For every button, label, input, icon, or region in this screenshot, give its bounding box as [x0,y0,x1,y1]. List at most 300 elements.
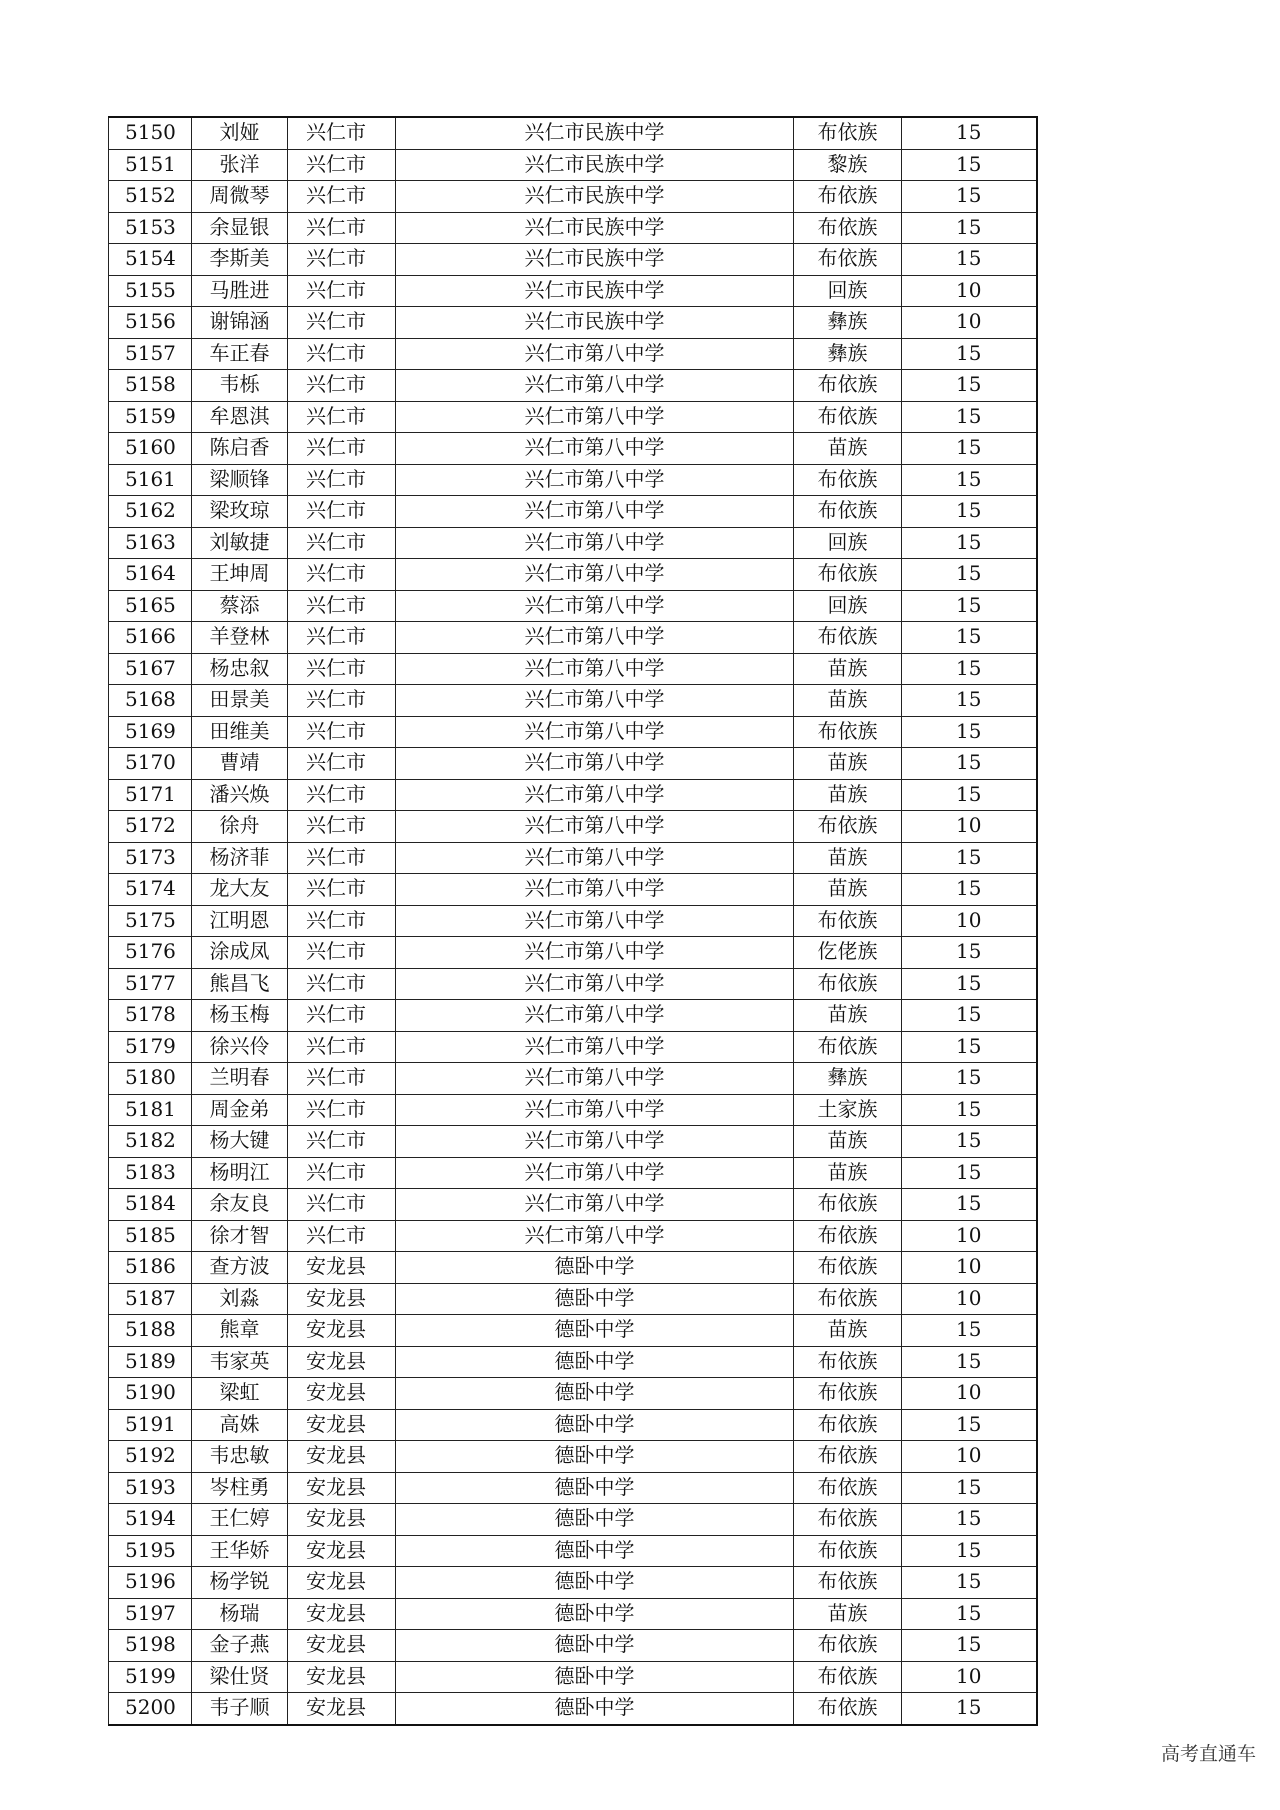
cell-ethnicity: 布依族 [794,244,902,276]
cell-name: 岑柱勇 [192,1472,288,1504]
cell-number: 5153 [109,212,192,244]
cell-ethnicity: 回族 [794,527,902,559]
cell-number: 5164 [109,559,192,591]
table-row [109,464,1037,496]
cell-school: 德卧中学 [396,1598,794,1630]
table-row [109,338,1037,370]
table-row [109,1504,1037,1536]
cell-number: 5187 [109,1283,192,1315]
cell-score: 15 [902,1094,1037,1126]
cell-number: 5179 [109,1031,192,1063]
cell-name: 田维美 [192,716,288,748]
cell-ethnicity: 仡佬族 [794,937,902,969]
cell-score: 10 [902,811,1037,843]
cell-ethnicity: 布依族 [794,811,902,843]
cell-score: 15 [902,716,1037,748]
cell-school: 兴仁市第八中学 [396,1126,794,1158]
cell-name: 余友良 [192,1189,288,1221]
cell-county: 兴仁市 [288,275,396,307]
table-row [109,244,1037,276]
cell-name: 杨瑞 [192,1598,288,1630]
cell-number: 5160 [109,433,192,465]
cell-number: 5175 [109,905,192,937]
cell-county: 兴仁市 [288,968,396,1000]
table-row [109,622,1037,654]
cell-score: 10 [902,1378,1037,1410]
cell-county: 兴仁市 [288,496,396,528]
cell-county: 兴仁市 [288,559,396,591]
cell-school: 德卧中学 [396,1661,794,1693]
cell-number: 5188 [109,1315,192,1347]
cell-school: 兴仁市第八中学 [396,527,794,559]
cell-ethnicity: 苗族 [794,779,902,811]
cell-score: 10 [902,1661,1037,1693]
cell-school: 兴仁市第八中学 [396,968,794,1000]
cell-number: 5176 [109,937,192,969]
cell-score: 15 [902,1693,1037,1725]
cell-ethnicity: 布依族 [794,370,902,402]
cell-ethnicity: 苗族 [794,685,902,717]
cell-ethnicity: 布依族 [794,1630,902,1662]
cell-name: 徐兴伶 [192,1031,288,1063]
cell-ethnicity: 布依族 [794,1472,902,1504]
cell-school: 德卧中学 [396,1315,794,1347]
table-row [109,1189,1037,1221]
cell-school: 兴仁市第八中学 [396,370,794,402]
cell-number: 5150 [109,117,192,149]
cell-ethnicity: 土家族 [794,1094,902,1126]
cell-name: 周金弟 [192,1094,288,1126]
cell-ethnicity: 苗族 [794,1315,902,1347]
cell-county: 安龙县 [288,1535,396,1567]
cell-number: 5162 [109,496,192,528]
cell-ethnicity: 苗族 [794,1000,902,1032]
cell-county: 安龙县 [288,1661,396,1693]
table-row [109,117,1037,149]
cell-ethnicity: 布依族 [794,1252,902,1284]
cell-school: 德卧中学 [396,1346,794,1378]
cell-ethnicity: 苗族 [794,433,902,465]
cell-name: 杨济菲 [192,842,288,874]
cell-name: 兰明春 [192,1063,288,1095]
watermark-text: 高考直通车 [1160,1743,1256,1765]
cell-number: 5157 [109,338,192,370]
cell-name: 余显银 [192,212,288,244]
cell-score: 15 [902,653,1037,685]
cell-school: 德卧中学 [396,1252,794,1284]
cell-number: 5152 [109,181,192,213]
cell-name: 曹靖 [192,748,288,780]
cell-name: 刘敏捷 [192,527,288,559]
table-row [109,1472,1037,1504]
cell-number: 5185 [109,1220,192,1252]
cell-name: 刘娅 [192,117,288,149]
cell-ethnicity: 布依族 [794,1567,902,1599]
cell-score: 15 [902,685,1037,717]
cell-score: 15 [902,1126,1037,1158]
cell-score: 15 [902,622,1037,654]
cell-score: 15 [902,1535,1037,1567]
cell-school: 德卧中学 [396,1567,794,1599]
cell-name: 韦家英 [192,1346,288,1378]
cell-name: 徐才智 [192,1220,288,1252]
cell-school: 兴仁市民族中学 [396,307,794,339]
cell-county: 安龙县 [288,1409,396,1441]
cell-county: 兴仁市 [288,716,396,748]
cell-county: 安龙县 [288,1346,396,1378]
cell-ethnicity: 苗族 [794,653,902,685]
cell-school: 兴仁市民族中学 [396,117,794,149]
cell-ethnicity: 回族 [794,590,902,622]
cell-name: 韦忠敏 [192,1441,288,1473]
cell-school: 兴仁市民族中学 [396,149,794,181]
cell-number: 5163 [109,527,192,559]
cell-school: 德卧中学 [396,1693,794,1725]
cell-number: 5198 [109,1630,192,1662]
table-row [109,401,1037,433]
cell-ethnicity: 彝族 [794,307,902,339]
table-row [109,811,1037,843]
cell-school: 兴仁市第八中学 [396,842,794,874]
cell-score: 15 [902,1063,1037,1095]
cell-school: 德卧中学 [396,1504,794,1536]
cell-county: 兴仁市 [288,244,396,276]
table-row [109,1535,1037,1567]
cell-number: 5186 [109,1252,192,1284]
table-row [109,1031,1037,1063]
cell-score: 15 [902,401,1037,433]
table-row [109,1315,1037,1347]
cell-name: 刘淼 [192,1283,288,1315]
cell-ethnicity: 布依族 [794,559,902,591]
table-row [109,968,1037,1000]
cell-county: 兴仁市 [288,212,396,244]
cell-ethnicity: 布依族 [794,401,902,433]
cell-county: 兴仁市 [288,842,396,874]
student-table [108,116,1038,1726]
cell-number: 5166 [109,622,192,654]
cell-school: 兴仁市民族中学 [396,275,794,307]
cell-name: 蔡添 [192,590,288,622]
cell-county: 兴仁市 [288,1063,396,1095]
cell-school: 德卧中学 [396,1409,794,1441]
cell-score: 15 [902,370,1037,402]
cell-ethnicity: 布依族 [794,1693,902,1725]
cell-number: 5183 [109,1157,192,1189]
cell-school: 德卧中学 [396,1630,794,1662]
cell-county: 安龙县 [288,1378,396,1410]
cell-county: 兴仁市 [288,370,396,402]
cell-county: 安龙县 [288,1252,396,1284]
cell-score: 15 [902,338,1037,370]
table-row [109,559,1037,591]
cell-ethnicity: 布依族 [794,1189,902,1221]
table-row [109,1283,1037,1315]
cell-ethnicity: 彝族 [794,338,902,370]
cell-score: 15 [902,590,1037,622]
cell-ethnicity: 布依族 [794,496,902,528]
cell-name: 周微琴 [192,181,288,213]
cell-school: 兴仁市第八中学 [396,1220,794,1252]
cell-county: 兴仁市 [288,464,396,496]
cell-school: 兴仁市第八中学 [396,1000,794,1032]
cell-number: 5151 [109,149,192,181]
cell-score: 15 [902,748,1037,780]
cell-name: 马胜进 [192,275,288,307]
cell-score: 15 [902,1000,1037,1032]
table-row [109,842,1037,874]
cell-county: 兴仁市 [288,1000,396,1032]
cell-name: 谢锦涵 [192,307,288,339]
cell-county: 兴仁市 [288,622,396,654]
cell-score: 15 [902,1598,1037,1630]
cell-score: 10 [902,1252,1037,1284]
cell-name: 李斯美 [192,244,288,276]
cell-county: 兴仁市 [288,1094,396,1126]
table-row [109,937,1037,969]
cell-county: 兴仁市 [288,1157,396,1189]
cell-ethnicity: 回族 [794,275,902,307]
cell-county: 兴仁市 [288,117,396,149]
cell-ethnicity: 布依族 [794,1378,902,1410]
cell-county: 兴仁市 [288,653,396,685]
cell-number: 5155 [109,275,192,307]
table-row [109,1346,1037,1378]
table-row [109,748,1037,780]
cell-school: 兴仁市第八中学 [396,874,794,906]
cell-name: 田景美 [192,685,288,717]
cell-number: 5182 [109,1126,192,1158]
cell-number: 5177 [109,968,192,1000]
cell-ethnicity: 布依族 [794,716,902,748]
cell-score: 15 [902,1189,1037,1221]
table-row [109,307,1037,339]
cell-number: 5196 [109,1567,192,1599]
cell-ethnicity: 苗族 [794,842,902,874]
table-row [109,212,1037,244]
table-row [109,149,1037,181]
cell-name: 韦子顺 [192,1693,288,1725]
cell-name: 杨忠叙 [192,653,288,685]
cell-county: 兴仁市 [288,590,396,622]
cell-name: 金子燕 [192,1630,288,1662]
cell-ethnicity: 布依族 [794,117,902,149]
cell-school: 兴仁市民族中学 [396,212,794,244]
table-row [109,1693,1037,1725]
table-row [109,1409,1037,1441]
cell-county: 兴仁市 [288,874,396,906]
cell-number: 5156 [109,307,192,339]
cell-score: 15 [902,1472,1037,1504]
cell-name: 徐舟 [192,811,288,843]
cell-score: 15 [902,874,1037,906]
cell-ethnicity: 黎族 [794,149,902,181]
cell-number: 5192 [109,1441,192,1473]
cell-school: 兴仁市第八中学 [396,1031,794,1063]
cell-school: 兴仁市第八中学 [396,338,794,370]
cell-county: 兴仁市 [288,433,396,465]
cell-score: 15 [902,1315,1037,1347]
cell-school: 兴仁市第八中学 [396,905,794,937]
cell-county: 兴仁市 [288,937,396,969]
cell-name: 龙大友 [192,874,288,906]
table-row [109,275,1037,307]
table-row [109,590,1037,622]
cell-name: 杨明江 [192,1157,288,1189]
cell-ethnicity: 苗族 [794,748,902,780]
cell-school: 兴仁市第八中学 [396,685,794,717]
cell-name: 王华娇 [192,1535,288,1567]
cell-name: 车正春 [192,338,288,370]
cell-county: 兴仁市 [288,685,396,717]
cell-number: 5193 [109,1472,192,1504]
table-row [109,874,1037,906]
cell-school: 兴仁市第八中学 [396,464,794,496]
cell-county: 安龙县 [288,1315,396,1347]
cell-score: 15 [902,559,1037,591]
cell-name: 张洋 [192,149,288,181]
cell-school: 兴仁市第八中学 [396,1189,794,1221]
table-row [109,685,1037,717]
table-row [109,1063,1037,1095]
cell-county: 安龙县 [288,1693,396,1725]
cell-score: 15 [902,842,1037,874]
cell-school: 兴仁市第八中学 [396,779,794,811]
cell-number: 5174 [109,874,192,906]
cell-county: 兴仁市 [288,811,396,843]
cell-name: 杨学锐 [192,1567,288,1599]
cell-number: 5172 [109,811,192,843]
cell-score: 15 [902,937,1037,969]
table-row [109,1441,1037,1473]
cell-ethnicity: 布依族 [794,905,902,937]
table-row [109,1630,1037,1662]
table-row [109,527,1037,559]
cell-ethnicity: 布依族 [794,464,902,496]
cell-name: 陈启香 [192,433,288,465]
table-row [109,1000,1037,1032]
cell-ethnicity: 苗族 [794,1157,902,1189]
cell-name: 潘兴焕 [192,779,288,811]
cell-name: 熊章 [192,1315,288,1347]
cell-score: 15 [902,244,1037,276]
cell-number: 5168 [109,685,192,717]
cell-name: 高姝 [192,1409,288,1441]
cell-county: 兴仁市 [288,149,396,181]
cell-score: 15 [902,1409,1037,1441]
cell-county: 安龙县 [288,1504,396,1536]
cell-school: 德卧中学 [396,1378,794,1410]
cell-score: 15 [902,1157,1037,1189]
table-row [109,1157,1037,1189]
cell-number: 5200 [109,1693,192,1725]
cell-ethnicity: 布依族 [794,212,902,244]
cell-number: 5154 [109,244,192,276]
cell-score: 15 [902,181,1037,213]
cell-county: 兴仁市 [288,401,396,433]
cell-score: 15 [902,1031,1037,1063]
cell-ethnicity: 布依族 [794,1504,902,1536]
cell-number: 5171 [109,779,192,811]
cell-county: 安龙县 [288,1472,396,1504]
cell-name: 杨大键 [192,1126,288,1158]
table-row [109,1661,1037,1693]
cell-ethnicity: 布依族 [794,622,902,654]
cell-number: 5170 [109,748,192,780]
cell-school: 兴仁市第八中学 [396,590,794,622]
cell-name: 查方波 [192,1252,288,1284]
cell-ethnicity: 苗族 [794,874,902,906]
cell-county: 兴仁市 [288,527,396,559]
cell-number: 5189 [109,1346,192,1378]
table-row [109,1378,1037,1410]
cell-name: 牟恩淇 [192,401,288,433]
cell-number: 5181 [109,1094,192,1126]
cell-name: 梁仕贤 [192,1661,288,1693]
cell-number: 5194 [109,1504,192,1536]
table-row [109,1220,1037,1252]
cell-school: 兴仁市第八中学 [396,433,794,465]
cell-ethnicity: 布依族 [794,1283,902,1315]
cell-number: 5195 [109,1535,192,1567]
cell-county: 安龙县 [288,1567,396,1599]
cell-score: 10 [902,1283,1037,1315]
table-body [109,117,1037,1725]
cell-number: 5167 [109,653,192,685]
cell-school: 兴仁市第八中学 [396,811,794,843]
cell-number: 5190 [109,1378,192,1410]
cell-number: 5197 [109,1598,192,1630]
table-row [109,496,1037,528]
table-row [109,370,1037,402]
cell-county: 兴仁市 [288,1220,396,1252]
cell-score: 10 [902,1441,1037,1473]
cell-number: 5173 [109,842,192,874]
cell-score: 15 [902,464,1037,496]
cell-name: 杨玉梅 [192,1000,288,1032]
cell-ethnicity: 布依族 [794,1220,902,1252]
cell-school: 兴仁市第八中学 [396,401,794,433]
cell-score: 15 [902,1346,1037,1378]
cell-score: 15 [902,433,1037,465]
cell-number: 5159 [109,401,192,433]
cell-county: 兴仁市 [288,748,396,780]
cell-ethnicity: 布依族 [794,968,902,1000]
cell-ethnicity: 布依族 [794,181,902,213]
cell-number: 5180 [109,1063,192,1095]
cell-score: 10 [902,307,1037,339]
table-row [109,653,1037,685]
cell-county: 兴仁市 [288,905,396,937]
cell-school: 兴仁市第八中学 [396,748,794,780]
cell-ethnicity: 彝族 [794,1063,902,1095]
cell-score: 15 [902,779,1037,811]
cell-school: 兴仁市第八中学 [396,653,794,685]
table-row [109,181,1037,213]
cell-name: 王坤周 [192,559,288,591]
table-row [109,1567,1037,1599]
cell-county: 安龙县 [288,1283,396,1315]
cell-score: 15 [902,149,1037,181]
cell-number: 5199 [109,1661,192,1693]
cell-name: 江明恩 [192,905,288,937]
cell-score: 10 [902,1220,1037,1252]
cell-school: 德卧中学 [396,1283,794,1315]
cell-county: 安龙县 [288,1441,396,1473]
cell-school: 兴仁市第八中学 [396,1063,794,1095]
table-row [109,433,1037,465]
cell-name: 王仁婷 [192,1504,288,1536]
